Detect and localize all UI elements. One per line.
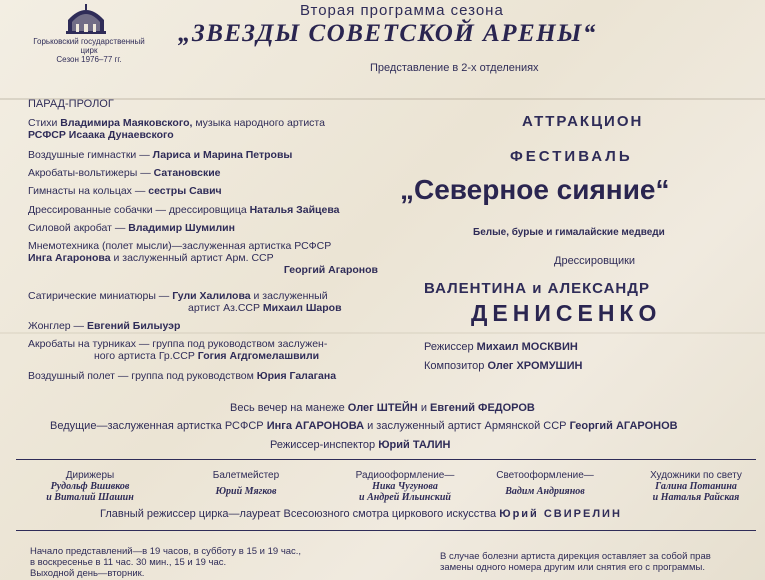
page-subtitle: Вторая программа сезона [300,2,504,19]
staff-lighting: Светооформление— Вадим Андриянов [496,470,594,497]
fold-line [0,98,765,100]
trainers-label: Дрессировщики [554,255,636,267]
replacement-note: В случае болезни артиста дирекция оставляет за собой прав замены одного номера другим или снятия его с программы. [440,551,711,573]
circus-line1: Горьковский государственный [33,37,145,46]
act-item: Воздушный полет — группа под руководством Юрия Галагана [28,370,337,382]
act-item: Дрессированные собачки — дрессировщица Наталья Зайцева [28,204,340,216]
evening-hosts: Весь вечер на манеже Олег ШТЕЙН и Евгений ФЕДОРОВ [230,402,535,414]
season-label: Сезон 1976–77 гг. [56,55,122,64]
attraction-director: Режиссер Михаил МОСКВИН [424,341,578,353]
attraction-label: АТТРАКЦИОН [522,113,644,130]
divider [16,459,756,460]
festival-label: ФЕСТИВАЛЬ [510,148,633,165]
act-item: Воздушные гимнастки — Лариса и Марина Петровы [28,149,293,161]
circus-building-logo [62,2,110,36]
staff-conductors: Дирижеры Рудольф Вшивков и Виталий Шашин [46,470,134,503]
ring-inspector: Режиссер-инспектор Юрий ТАЛИН [270,439,451,451]
fold-line [0,332,765,334]
trainers-names: ВАЛЕНТИНА и АЛЕКСАНДР [424,280,650,297]
attraction-composer: Композитор Олег ХРОМУШИН [424,360,583,372]
act-item: Гимнасты на кольцах — сестры Савич [28,185,222,197]
page-title: „ЗВЕЗДЫ СОВЕТСКОЙ АРЕНЫ“ [178,20,597,47]
circus-name [26,37,152,64]
act-item: Сатирические миниатюры — Гули Халилова и заслуженный артист Аз.ССР Михаил Шаров [28,290,342,314]
staff-choreographer: Балетмейстер Юрий Мягков [212,470,280,497]
schedule-note: Начало представлений—в 19 часов, в субботу в 15 и 19 час., в воскресенье в 11 час. 30 мин., 15 и 19 час. Выходной день—вторник. [30,546,302,579]
act-item: Акробаты на турниках — группа под руководством заслужен- ного артиста Гр.ССР Гогия Агдгомелашвили [28,338,328,362]
act-item: Акробаты-вольтижеры — Сатановские [28,167,221,179]
act-item: Мнемотехника (полет мысли)—заслуженная артистка РСФСР Инга Агаронова и заслуженный артист Арм. ССР Георгий Агаронов [28,240,378,276]
act-item: Жонглер — Евгений Билыуэр [28,320,181,332]
circus-line2: цирк [80,46,98,55]
trainers-surname: ДЕНИСЕНКО [471,300,662,326]
performance-note: Представление в 2-х отделениях [370,62,539,74]
chief-director: Главный режиссер цирка—лауреат Всесоюзного смотра циркового искусства Юрий СВИРЕЛИН [100,508,622,520]
divider [16,530,756,531]
staff-sound: Радиооформление— Ника Чугунова и Андрей Ильинский [355,470,455,503]
presenters: Ведущие—заслуженная артистка РСФСР Инга АГАРОНОВА и заслуженный артист Армянской ССР Георгий АГАРОНОВ [50,420,678,432]
attraction-title: „Северное сияние“ [400,174,670,205]
staff-light-artists: Художники по свету Галина Потанина и Наталья Райская [650,470,742,503]
attraction-bears: Белые, бурые и гималайские медведи [473,227,665,238]
act-item: Силовой акробат — Владимир Шумилин [28,222,235,234]
program-heading: ПАРАД-ПРОЛОГ [28,98,114,110]
verses-credit: Стихи Владимира Маяковского, музыка народного артиста РСФСР Исаака Дунаевского [28,117,325,141]
